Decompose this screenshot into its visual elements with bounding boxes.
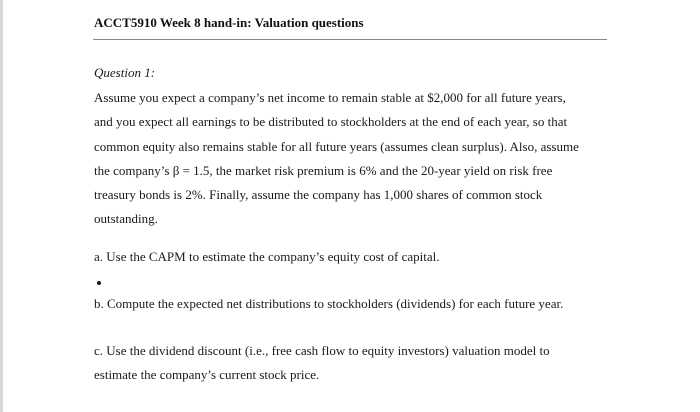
question-line: outstanding. <box>94 211 158 227</box>
question-line: and you expect all earnings to be distributed to stockholders at the end of each year, so that <box>94 114 568 130</box>
question-label: Question 1: <box>94 65 156 80</box>
part-b-text: b. Compute the expected net distributions to stockholders (dividends) for each future year. <box>94 296 564 311</box>
title-divider <box>93 39 607 40</box>
document-title: ACCT5910 Week 8 hand-in: Valuation questions <box>94 15 364 30</box>
page-left-edge <box>0 0 3 412</box>
bullet-dot-icon <box>97 281 101 285</box>
part-c-text: c. Use the dividend discount (i.e., free cash flow to equity investors) valuation model to <box>94 343 550 358</box>
part-c-text-continued: estimate the company’s current stock price. <box>94 367 320 382</box>
question-line: treasury bonds is 2%. Finally, assume the company has 1,000 shares of common stock <box>94 187 543 203</box>
question-body <box>94 86 614 232</box>
part-a-text: a. Use the CAPM to estimate the company’s equity cost of capital. <box>94 249 440 264</box>
question-line: Assume you expect a company’s net income to remain stable at $2,000 for all future years, <box>94 90 566 105</box>
question-line: the company’s β = 1.5, the market risk premium is 6% and the 20-year yield on risk free <box>94 162 553 178</box>
question-line: common equity also remains stable for all future years (assumes clean surplus). Also, assume <box>94 138 579 154</box>
